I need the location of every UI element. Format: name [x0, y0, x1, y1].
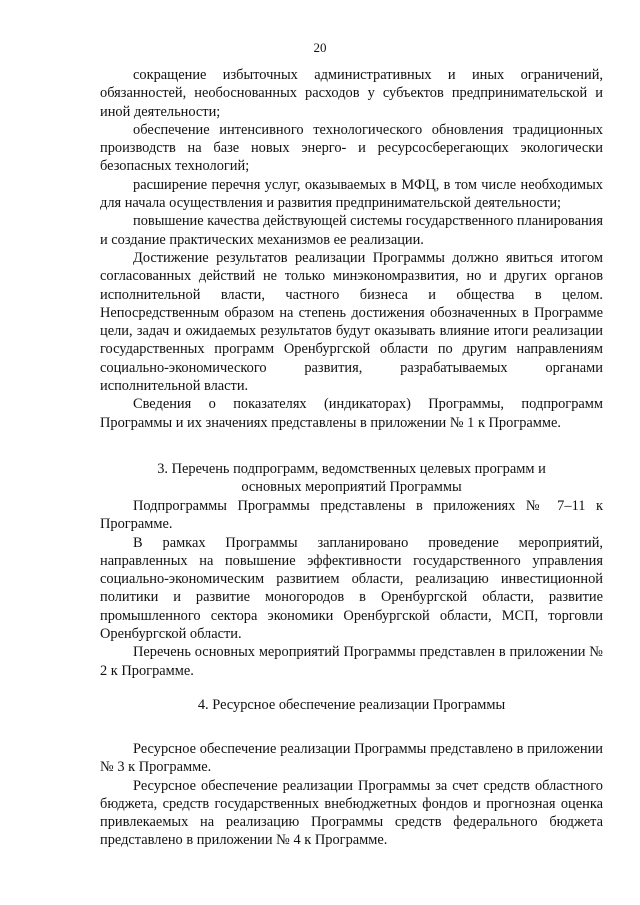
paragraph: В рамках Программы запланировано проведение мероприятий, направленных на повышение эффективности государственного управления социально-экономическим развитием области, реализацию инвестиционной политики и развитие моногородов в Оренбургской области, развитие промышленного сектора экономики Оренбургской области, МСП, торговли Оренбургской области.: [100, 534, 603, 643]
paragraph: Ресурсное обеспечение реализации Программы представлено в приложении № 3 к Программе.: [100, 741, 603, 776]
paragraph: Перечень основных мероприятий Программы представлен в приложении № 2 к Программе.: [100, 644, 603, 679]
paragraph: Ресурсное обеспечение реализации Программы за счет средств областного бюджета, средств государственных внебюджетных фондов и прогнозная оценка привлекаемых на реализацию Программы средств федерального бюджета представлено в приложении № 4 к Программе.: [100, 777, 603, 849]
section-top: [100, 66, 603, 432]
section-3-heading-line-1: 3. Перечень подпрограмм, ведомственных целевых программ и: [157, 461, 546, 477]
section-3-heading-line-2: основных мероприятий Программы: [241, 479, 462, 496]
section-3-heading: [100, 460, 603, 497]
page-number: 20: [313, 40, 327, 55]
section-4-body: [100, 740, 603, 850]
paragraph: расширение перечня услуг, оказываемых в МФЦ, в том числе необходимых для начала осуществления и развития предпринимательской деятельности;: [100, 176, 603, 212]
paragraph: Достижение результатов реализации Программы должно явиться итогом согласованных действий не только минэкономразвития, но и других органов исполнительной власти, частного бизнеса и общества в целом. Непосредственным образом на степень достижения обозначенных в Программе цели, задач и ожидаемых результатов будут оказывать влияние итоги реализации государственных программ Оренбургской области по другим направлениям социально-экономического развития, разрабатываемых органами исполнительной власти.: [100, 249, 603, 395]
paragraph: Подпрограммы Программы представлены в приложениях № 7–11 к Программе.: [100, 498, 603, 533]
paragraph: обеспечение интенсивного технологического обновления традиционных производств на базе новых энерго- и ресурсосберегающих экологически безопасных технологий;: [100, 121, 603, 175]
paragraph: Сведения о показателях (индикаторах) Программы, подпрограмм Программы и их значениях представлены в приложении № 1 к Программе.: [100, 396, 603, 431]
section-4-heading: [100, 696, 603, 714]
paragraph: сокращение избыточных административных и иных ограничений, обязанностей, необоснованных расходов у субъектов предпринимательской и иной деятельности;: [100, 67, 603, 120]
paragraph: повышение качества действующей системы государственного планирования и создание практических механизмов ее реализации.: [100, 213, 603, 248]
section-3-body: [100, 497, 603, 680]
section-4-heading-text: 4. Ресурсное обеспечение реализации Программы: [197, 697, 506, 713]
